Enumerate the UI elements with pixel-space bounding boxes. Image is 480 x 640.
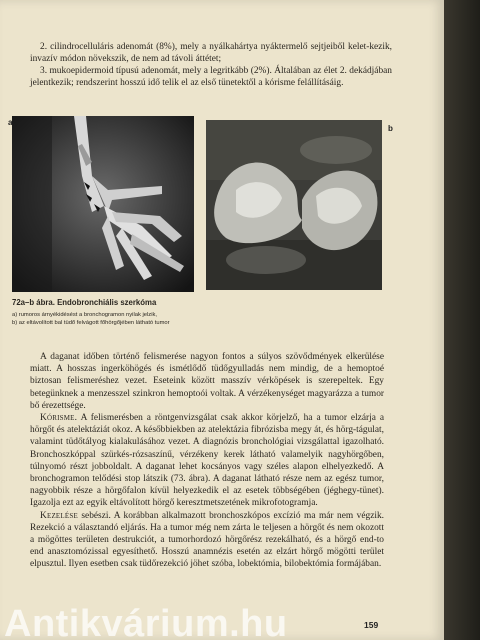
intro-paragraph-1: 2. cilindrocelluláris adenomát (8%), mely a nyálkahártya nyáktermelő sejtjeiből kelet-kezik, invazív módon növekszik, de nem ad távoli áttétet; xyxy=(30,42,392,64)
body-paragraph-1: A daganat időben történő felismerése nagyon fontos a súlyos szövődmények elkerülése miatt. A hosszas ingerköhögés és ismétlődő tüdőgyulladás nem mindig, de a hemoptoé biztosan felismeréshez vezet. Eseteink között masszív vérköpések is szerepeltek. Egy betegünknek a menzesszel szinkron hemoptoói voltak. A vérzékenységet magyarázza a tumor bő érezettsége. xyxy=(30,352,384,411)
caption-title: 72a–b ábra. Endobronchiális szerkóma xyxy=(12,298,157,307)
bronchogram-image xyxy=(12,116,194,292)
caption-line-b: b) az eltávolított bal tüdő felvágott főhörgőjében látható tumor xyxy=(12,320,170,326)
body-paragraph-2 xyxy=(30,412,384,510)
specimen-image xyxy=(206,120,382,290)
body-paragraph-3 xyxy=(30,510,384,571)
caption-line-a: a) rumoros árnyékidésést a bronchogramon nyilak jelzik, xyxy=(12,312,157,318)
page-number: 159 xyxy=(364,620,379,630)
intro-paragraphs xyxy=(30,42,392,90)
watermark: Antikvárium.hu xyxy=(4,604,288,640)
treatment-text: sebészi. A korábban alkalmazott bronchoszkópos excízió ma már nem végzik. Rezekció a választandó eljárás. Ha a tumor még nem zárta le teljesen a hörgőt és nem okozott a mögöttes területen destrukciót, a tumorhordozó hörgőrész rezekálható, és a hörgő end-to end anasztomózissal egyesíthető. Hosszú anamnézis esetén az elzárt hörgő mögötti terület elpusztul. Ilyen esetben csak tüdőrezekció jöhet szóba, lobektómia, bilobektómia formájában. xyxy=(30,510,384,570)
body-text xyxy=(30,351,384,571)
figure-caption xyxy=(12,298,312,327)
diagnosis-heading: Kórisme. xyxy=(40,413,78,424)
book-spine-edge xyxy=(444,0,480,640)
treatment-heading: Kezelése xyxy=(40,510,78,521)
figure-label-b: b xyxy=(388,124,393,133)
figure-label-a: a xyxy=(8,118,13,127)
intro-paragraph-2: 3. mukoepidermoid típusú adenomát, mely a legritkább (2%). Általában az élet 2. dekádjában jelentkezik; rendszerint hosszú idő telik el az első tünetektől a kórisme felállításáig. xyxy=(30,66,392,88)
diagnosis-text: A felismerésben a röntgenvizsgálat csak akkor körjelző, ha a tumor elzárja a hörgőt és atelektáziát okoz. A későbbiekben az atelektázia fibrózisba megy át, és hörg-tágulat, valamint tüdőtályog kialakulásához vezet. A diagnózis bronchológiai vizsgálattal igazolható. Bronchoszkóppal szürkés-rózsaszínű, vérzékeny kerek látható valamelyik nagyhörgőben, túlnyomó részt jobboldalt. A daganat lehet kocsányos vagy széles alapon elhelyezkedő. A bronchogramon telődési stop látszik (73. ábra). A daganat látható része nem az egész tumor, nagyobbik része a hörgőfalon kívül helyezkedik el az esetek többségében (jéghegy-tünet). Igazolja ezt az egyik eltávolított hörgő keresztmetszetének mikrofotogramja. xyxy=(30,413,384,509)
